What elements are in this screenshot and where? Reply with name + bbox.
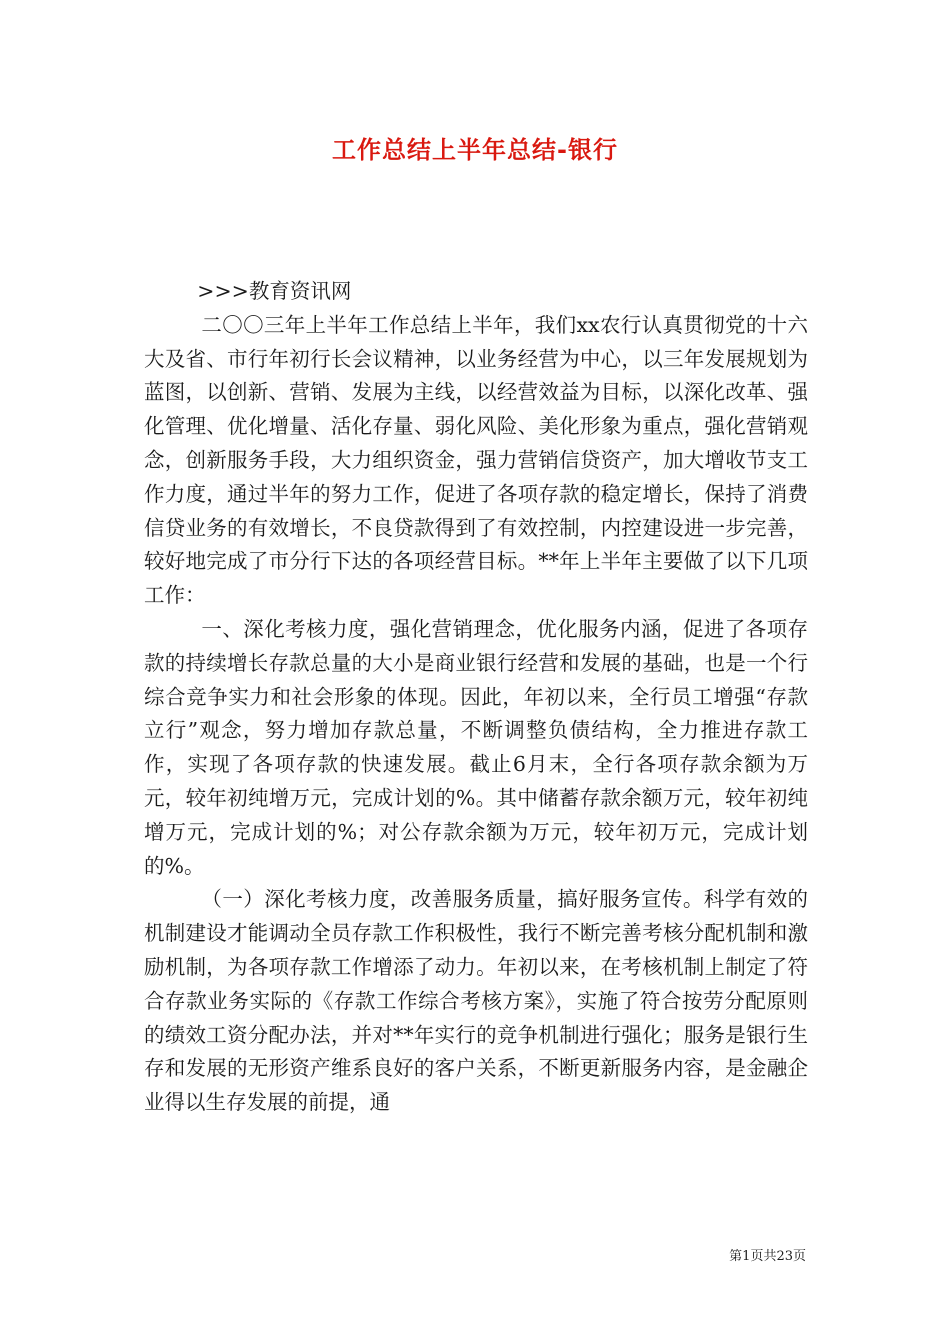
document-body [144, 275, 808, 1120]
paragraph-intro: 二〇〇三年上半年工作总结上半年，我们xx农行认真贯彻党的十六大及省、市行年初行长会议精神，以业务经营为中心，以三年发展规划为蓝图，以创新、营销、发展为主线，以经营效益为目标，以深化改革、强化管理、优化增量、活化存量、弱化风险、美化形象为重点，强化营销观念，创新服务手段，大力组织资金，强力营销信贷资产，加大增收节支工作力度，通过半年的努力工作，促进了各项存款的稳定增长，保持了消费信贷业务的有效增长，不良贷款得到了有效控制，内控建设进一步完善，较好地完成了市分行下达的各项经营目标。**年上半年主要做了以下几项工作： [144, 312, 808, 608]
source-line: >>>教育资讯网 [197, 279, 352, 303]
page-title: 工作总结上半年总结-银行 [332, 136, 618, 164]
page-number [0, 1245, 806, 1264]
paragraph-section-1: 一、深化考核力度，强化营销理念，优化服务内涵，促进了各项存款的持续增长存款总量的大小是商业银行经营和发展的基础，也是一个行综合竞争实力和社会形象的体现。因此，年初以来，全行员工增强“存款立行”观念，努力增加存款总量，不断调整负债结构，全力推进存款工作，实现了各项存款的快速发展。截止6月末，全行各项存款余额为万元，较年初纯增万元，完成计划的%。其中储蓄存款余额万元，较年初纯增万元，完成计划的%；对公存款余额为万元，较年初万元，完成计划的%。 [144, 616, 808, 878]
paragraph-subsection-1: （一）深化考核力度，改善服务质量，搞好服务宣传。科学有效的机制建设才能调动全员存款工作积极性，我行不断完善考核分配机制和激励机制，为各项存款工作增添了动力。年初以来，在考核机制上制定了符合存款业务实际的《存款工作综合考核方案》，实施了符合按劳分配原则的绩效工资分配办法，并对**年实行的竞争机制进行强化；服务是银行生存和发展的无形资产维系良好的客户关系，不断更新服务内容，是金融企业得以生存发展的前提，通 [144, 887, 808, 1115]
page-number-label: 第1页共23页 [729, 1249, 806, 1264]
